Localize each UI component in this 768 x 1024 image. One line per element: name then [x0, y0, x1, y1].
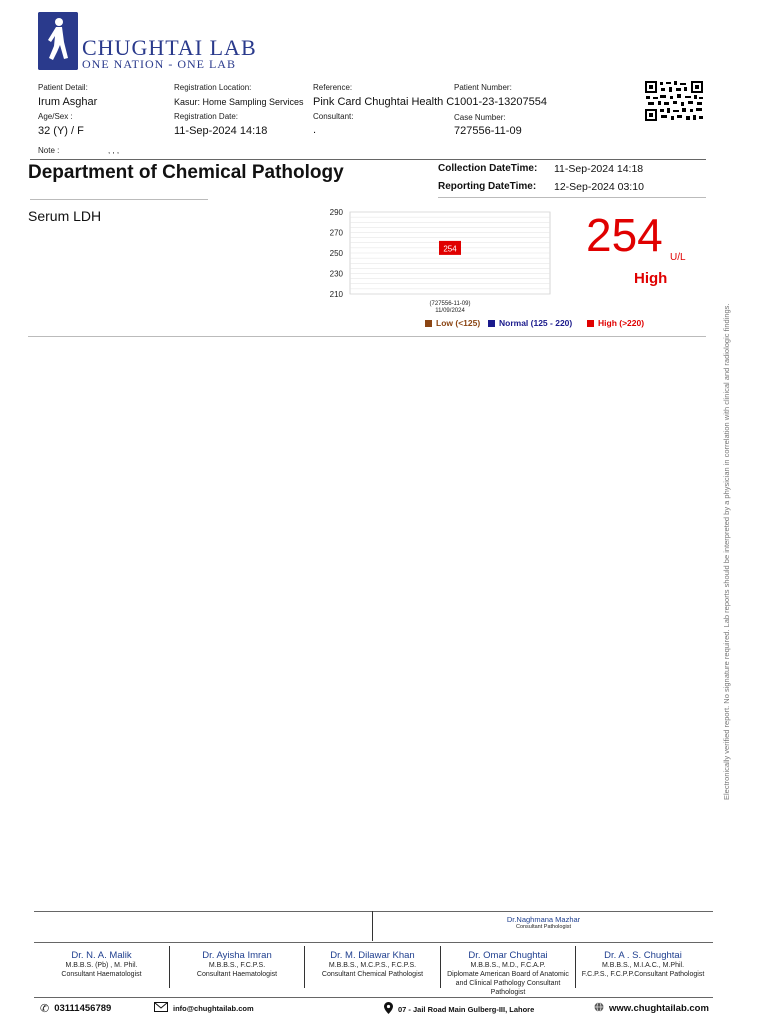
- doctor-designation: Consultant Haematologist: [61, 971, 142, 978]
- address-text: 07 - Jail Road Main Gulberg-III, Lahore: [398, 1005, 535, 1014]
- footer-bottom-rule: [34, 997, 713, 998]
- phone-icon: ✆: [40, 1003, 50, 1015]
- case-number-label: Case Number:: [454, 113, 506, 122]
- reference-label: Reference:: [313, 83, 353, 92]
- brand-logo-mark: [38, 12, 78, 70]
- result-trend-chart: [320, 206, 560, 318]
- brand-name: CHUGHTAI LAB: [82, 35, 257, 60]
- test-name: Serum LDH: [28, 208, 102, 224]
- doctor-designation: Consultant Chemical Pathologist: [321, 971, 424, 978]
- qr-code-icon: [644, 80, 704, 122]
- chart-y-tick-label: 210: [329, 290, 343, 299]
- reporting-datetime-label: Reporting DateTime:: [438, 181, 537, 192]
- chart-y-tick-label: 270: [329, 228, 343, 238]
- email-address: info@chughtailab.com: [173, 1004, 254, 1013]
- doctor-omar-chughtai: [441, 950, 575, 997]
- registration-date: 11-Sep-2024 14:18: [174, 125, 268, 137]
- doctor-malik: [34, 950, 169, 979]
- consultant-value: .: [313, 124, 317, 136]
- doctor-designation: Diplomate American Board of Anatomic: [447, 971, 569, 978]
- mail-icon: [154, 1002, 168, 1015]
- collection-datetime-label: Collection DateTime:: [438, 163, 538, 174]
- doctor-qualification: M.B.B.S., M.I.A.C., M.Phil.: [601, 962, 685, 969]
- age-sex-label: Age/Sex :: [38, 112, 73, 121]
- department-underline-right: [438, 197, 706, 198]
- doctor-name: Dr. M. Dilawar Khan: [330, 950, 415, 961]
- note-value: , , ,: [108, 146, 120, 155]
- note-label: Note :: [38, 146, 60, 155]
- chart-x-tick-label: (727556-11-09): [429, 301, 471, 307]
- chart-y-tick-label: 230: [329, 269, 343, 279]
- registration-date-label: Registration Date:: [174, 112, 239, 121]
- legend-normal-label: Normal (125 - 220): [499, 318, 573, 328]
- globe-icon: [594, 1002, 604, 1015]
- signatory: [374, 915, 713, 930]
- result-value: 254: [586, 209, 663, 261]
- contact-address: [384, 1002, 534, 1017]
- legend-high-swatch: [587, 320, 594, 327]
- legend-high-label: High (>220): [598, 318, 645, 328]
- patient-detail-label: Patient Detail:: [38, 83, 88, 92]
- doctor-name: Dr. Ayisha Imran: [202, 950, 272, 961]
- department-title: Department of Chemical Pathology: [28, 162, 344, 183]
- chart-y-tick-label: 250: [329, 249, 343, 258]
- footer-top-rule: [34, 911, 713, 912]
- doctor-qualification: M.B.B.S. (Pb) , M. Phil.: [65, 962, 138, 969]
- patient-name: Irum Asghar: [38, 96, 98, 108]
- doctor-designation: Consultant Haematologist: [196, 971, 278, 978]
- doctor-name: Dr. Omar Chughtai: [468, 950, 548, 961]
- legend-normal: [488, 318, 572, 328]
- contact-email[interactable]: [154, 1002, 254, 1015]
- walking-man-icon: [38, 12, 78, 70]
- registration-location: Kasur: Home Sampling Services: [174, 97, 304, 107]
- doctor-qualification: M.B.B.S., M.C.P.S., F.C.P.S.: [328, 962, 417, 969]
- case-number: 727556-11-09: [454, 125, 522, 137]
- patient-number-label: Patient Number:: [454, 83, 512, 92]
- brand-tagline: ONE NATION - ONE LAB: [82, 57, 236, 71]
- result-unit: U/L: [670, 252, 686, 263]
- signatory-name: Dr.Naghmana Mazhar: [506, 915, 581, 924]
- footer-mid-rule: [34, 942, 713, 943]
- contact-phone[interactable]: [40, 1002, 111, 1015]
- doctor-qualification: M.B.B.S., M.D., F.C.A.P.: [470, 962, 546, 969]
- doctor-name: Dr. N. A. Malik: [71, 950, 132, 961]
- collection-datetime: 11-Sep-2024 14:18: [554, 163, 644, 175]
- doctor-qualification: M.B.B.S., F.C.P.S.: [208, 962, 266, 969]
- registration-location-label: Registration Location:: [174, 83, 252, 92]
- legend-normal-swatch: [488, 320, 495, 327]
- chart-x-tick-label: 11/09/2024: [435, 308, 465, 314]
- doctor-designation-2: and Clinical Pathology Consultant: [455, 980, 561, 987]
- footer-top-separator: [372, 911, 373, 941]
- consultant-label: Consultant:: [313, 112, 354, 121]
- doctor-designation: F.C.P.S., F.C.P.P.Consultant Pathologist: [581, 971, 705, 978]
- age-sex-value: 32 (Y) / F: [38, 125, 84, 137]
- legend-low-swatch: [425, 320, 432, 327]
- legend-low: [425, 318, 480, 328]
- doctor-designation-3: Pathologist: [490, 989, 526, 996]
- legend-high: [587, 318, 644, 328]
- contact-website[interactable]: [594, 1002, 709, 1015]
- verification-side-note: Electronically verified report. No signature required. Lab reports should be interpreted by a physician in correlation with clinical and radiologic findings.: [722, 303, 731, 800]
- patient-number: 1001-23-13207554: [454, 96, 547, 108]
- doctor-imran: [170, 950, 304, 979]
- location-pin-icon: [384, 1002, 393, 1017]
- doctor-khan: [305, 950, 440, 979]
- phone-number: 03111456789: [54, 1003, 112, 1014]
- result-divider: [28, 336, 706, 337]
- website-url: www.chughtailab.com: [609, 1003, 709, 1014]
- chart-data-label: 254: [443, 244, 457, 254]
- result-flag: High: [634, 270, 668, 287]
- doctor-as-chughtai: [576, 950, 710, 979]
- reporting-datetime: 12-Sep-2024 03:10: [554, 181, 644, 193]
- signatory-title: Consultant Pathologist: [515, 924, 572, 930]
- header-divider: [30, 159, 706, 160]
- reference-value: Pink Card Chughtai Health C: [313, 96, 455, 108]
- department-underline-left: [30, 199, 208, 200]
- chart-y-tick-label: 290: [329, 208, 343, 217]
- doctor-name: Dr. A . S. Chughtai: [604, 950, 682, 961]
- legend-low-label: Low (<125): [436, 318, 481, 328]
